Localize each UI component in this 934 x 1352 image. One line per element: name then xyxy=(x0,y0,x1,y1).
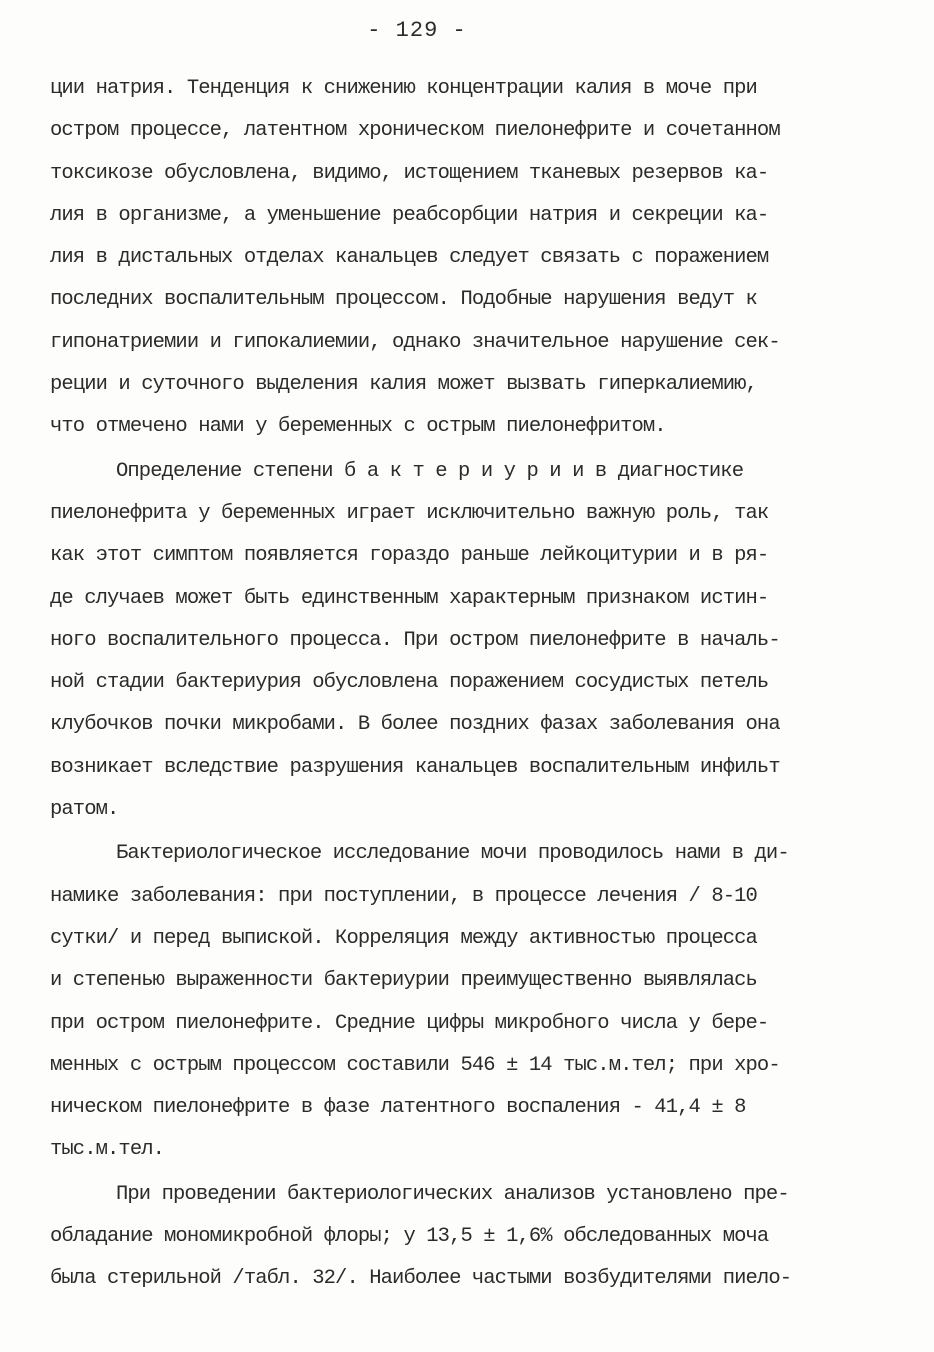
text-line: сутки/ и перед выпиской. Корреляция между активностью процесса xyxy=(50,926,757,950)
text-line: была стерильной /табл. 32/. Наиболее частыми возбудителями пиело- xyxy=(50,1267,792,1291)
text-line: остром процессе, латентном хроническом пиелонефрите и сочетанном xyxy=(50,119,780,143)
text-line: ратом. xyxy=(50,798,119,822)
text-line: При проведении бактериологических анализов установлено пре- xyxy=(116,1182,789,1206)
text-line: лия в организме, а уменьшение реабсорбции натрия и секреции ка- xyxy=(50,203,769,227)
text-line: ной стадии бактериурия обусловлена поражением сосудистых петель xyxy=(50,671,769,695)
document-body xyxy=(50,68,880,1301)
text-line: и степенью выраженности бактериурии преимущественно выявлялась xyxy=(50,969,757,993)
text-line: возникает вследствие разрушения канальцев воспалительным инфильт xyxy=(50,755,780,779)
paragraph xyxy=(50,451,880,832)
text-line: тыс.м.тел. xyxy=(50,1138,165,1162)
text-line: ного воспалительного процесса. При остром пиелонефрите в началь- xyxy=(50,628,780,652)
text-line: при остром пиелонефрите. Средние цифры микробного числа у бере- xyxy=(50,1011,769,1035)
text-line: ции натрия. Тенденция к снижению концентрации калия в моче при xyxy=(50,77,757,100)
text-line: ническом пиелонефрите в фазе латентного воспаления - 41,4 ± 8 xyxy=(50,1096,746,1120)
text-line: токсикозе обусловлена, видимо, истощением тканевых резервов ка- xyxy=(50,161,769,185)
text-line: де случаев может быть единственным характерным признаком истин- xyxy=(50,586,769,610)
text-line: как этот симптом появляется гораздо раньше лейкоцитурии и в ря- xyxy=(50,544,769,568)
text-line: обладание мономикробной флоры; у 13,5 ± 1,6% обследованных моча xyxy=(50,1225,769,1249)
text-line: реции и суточного выделения калия может вызвать гиперкалиемию, xyxy=(50,373,757,397)
text-line: последних воспалительным процессом. Подобные нарушения ведут к xyxy=(50,288,757,312)
paragraph xyxy=(50,68,880,449)
text-line: пиелонефрита у беременных играет исключительно важную роль, так xyxy=(50,501,769,525)
page-number: - 129 - xyxy=(367,18,467,43)
text-line: клубочков почки микробами. В более поздних фазах заболевания она xyxy=(50,713,780,737)
paragraph xyxy=(50,833,880,1171)
text-line: что отмечено нами у беременных с острым пиелонефритом. xyxy=(50,415,666,439)
text-line: менных с острым процессом составили 546 ± 14 тыс.м.тел; при хро- xyxy=(50,1053,780,1077)
text-line: гипонатриемии и гипокалиемии, однако значительное нарушение сек- xyxy=(50,330,780,354)
text-line: Определение степени б а к т е р и у р и и в диагностике xyxy=(116,459,744,483)
paragraph xyxy=(50,1174,880,1301)
text-line: лия в дистальных отделах канальцев следует связать с поражением xyxy=(50,246,769,270)
text-line: Бактериологическое исследование мочи проводилось нами в ди- xyxy=(116,842,789,866)
text-line: намике заболевания: при поступлении, в процессе лечения / 8-10 xyxy=(50,884,757,908)
